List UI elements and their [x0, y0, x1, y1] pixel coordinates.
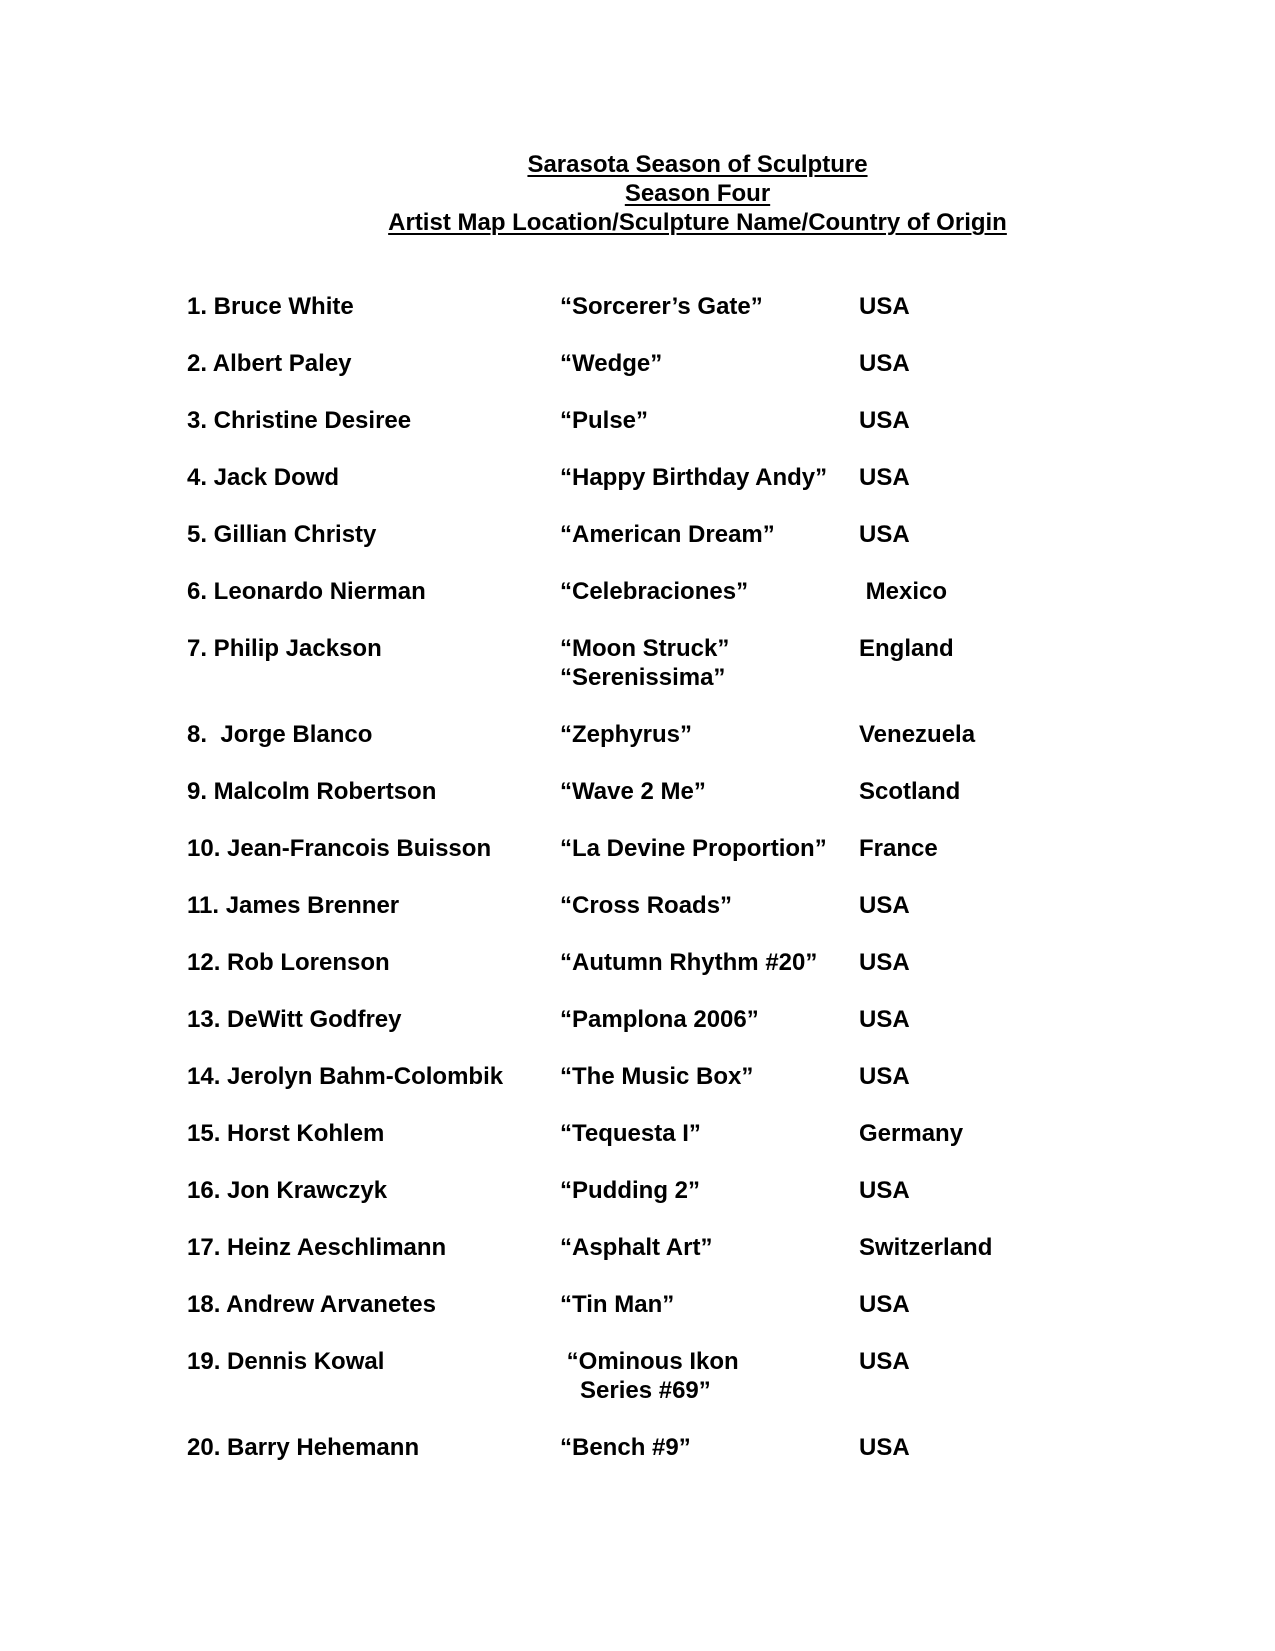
artist-name: 16. Jon Krawczyk [187, 1177, 388, 1204]
artist-name: 11. James Brenner [187, 892, 400, 919]
list-item [187, 948, 1087, 977]
country-of-origin: Switzerland [859, 1234, 993, 1261]
columns-heading: Artist Map Location/Sculpture Name/Country of Origin [388, 209, 1007, 236]
sculpture-name: “The Music Box” [560, 1063, 754, 1090]
list-item [187, 577, 1087, 606]
country-of-origin: Mexico [859, 578, 948, 605]
list-item [187, 1005, 1087, 1034]
country-of-origin: USA [859, 407, 910, 434]
sculpture-name: “Bench #9” [560, 1434, 691, 1461]
country-of-origin: Scotland [859, 778, 961, 805]
list-item [187, 292, 1087, 321]
country-of-origin: USA [859, 293, 910, 320]
country-of-origin: USA [859, 1348, 910, 1375]
country-of-origin: USA [859, 1006, 910, 1033]
sculpture-name: “Zephyrus” [560, 721, 693, 748]
sculpture-name: “Moon Struck” “Serenissima” [560, 635, 730, 691]
artist-name: 15. Horst Kohlem [187, 1120, 385, 1147]
country-of-origin: USA [859, 949, 910, 976]
list-item [187, 1062, 1087, 1091]
list-item [187, 406, 1087, 435]
sculpture-name: “American Dream” [560, 521, 775, 548]
sculpture-name: “Tequesta I” [560, 1120, 701, 1147]
artist-name: 19. Dennis Kowal [187, 1348, 385, 1375]
list-item [187, 1233, 1087, 1262]
document-title: Sarasota Season of Sculpture [527, 151, 868, 178]
sculpture-name: “Happy Birthday Andy” [560, 464, 828, 491]
artist-name: 10. Jean-Francois Buisson [187, 835, 492, 862]
country-of-origin: USA [859, 1177, 910, 1204]
sculpture-name: “Asphalt Art” [560, 1234, 713, 1261]
list-item [187, 349, 1087, 378]
artist-name: 8. Jorge Blanco [187, 721, 373, 748]
document-subtitle: Season Four [624, 180, 771, 207]
artist-name: 17. Heinz Aeschlimann [187, 1234, 447, 1261]
artist-name: 12. Rob Lorenson [187, 949, 390, 976]
artist-name: 5. Gillian Christy [187, 521, 377, 548]
country-of-origin: USA [859, 892, 910, 919]
sculpture-name: “Pulse” [560, 407, 649, 434]
country-of-origin: USA [859, 1434, 910, 1461]
list-item [187, 634, 1087, 692]
sculpture-name: “Pudding 2” [560, 1177, 700, 1204]
list-item [187, 891, 1087, 920]
sculpture-list [187, 292, 1087, 1490]
artist-name: 14. Jerolyn Bahm-Colombik [187, 1063, 504, 1090]
list-item [187, 720, 1087, 749]
country-of-origin: USA [859, 1063, 910, 1090]
list-item [187, 1176, 1087, 1205]
list-item [187, 520, 1087, 549]
country-of-origin: Germany [859, 1120, 964, 1147]
country-of-origin: France [859, 835, 938, 862]
sculpture-name: “La Devine Proportion” [560, 835, 827, 862]
artist-name: 20. Barry Hehemann [187, 1434, 420, 1461]
country-of-origin: USA [859, 350, 910, 377]
list-item [187, 1347, 1087, 1405]
artist-name: 3. Christine Desiree [187, 407, 412, 434]
sculpture-name: “Ominous Ikon Series #69” [566, 1348, 739, 1404]
artist-name: 13. DeWitt Godfrey [187, 1006, 402, 1033]
sculpture-name: “Tin Man” [560, 1291, 675, 1318]
list-item [187, 1119, 1087, 1148]
artist-name: 4. Jack Dowd [187, 464, 340, 491]
sculpture-name: “Wave 2 Me” [560, 778, 706, 805]
sculpture-name: “Celebraciones” [560, 578, 749, 605]
sculpture-name: “Cross Roads” [560, 892, 733, 919]
country-of-origin: USA [859, 464, 910, 491]
sculpture-name: “Sorcerer’s Gate” [560, 293, 763, 320]
artist-name: 2. Albert Paley [187, 350, 352, 377]
list-item [187, 834, 1087, 863]
country-of-origin: USA [859, 521, 910, 548]
list-item [187, 463, 1087, 492]
list-item [187, 777, 1087, 806]
sculpture-name: “Wedge” [560, 350, 663, 377]
country-of-origin: Venezuela [859, 721, 976, 748]
artist-name: 7. Philip Jackson [187, 635, 382, 662]
sculpture-name: “Autumn Rhythm #20” [560, 949, 818, 976]
artist-name: 18. Andrew Arvanetes [187, 1291, 436, 1318]
country-of-origin: USA [859, 1291, 910, 1318]
country-of-origin: England [859, 635, 954, 662]
artist-name: 9. Malcolm Robertson [187, 778, 437, 805]
document-header [0, 150, 1275, 237]
sculpture-name: “Pamplona 2006” [560, 1006, 759, 1033]
artist-name: 1. Bruce White [187, 293, 354, 320]
list-item [187, 1433, 1087, 1462]
artist-name: 6. Leonardo Nierman [187, 578, 426, 605]
list-item [187, 1290, 1087, 1319]
